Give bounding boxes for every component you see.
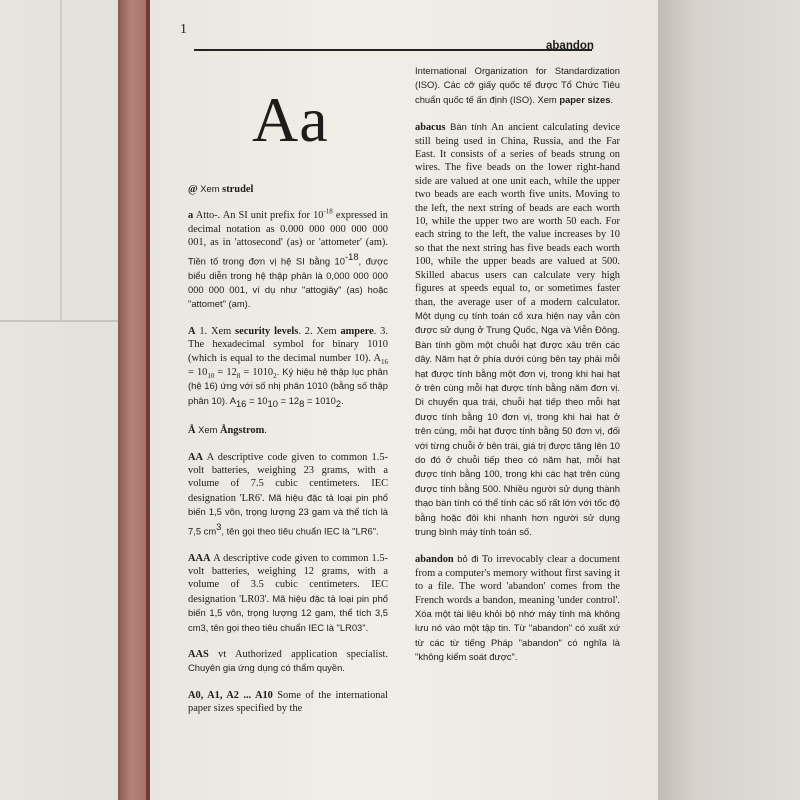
entry-abacus: abacus Bàn tính An ancient calculating device still being used in China, Russia, and the Far East. It consists of a series of beads strung on wires. The five beads on the lower right-hand side are valued at one unit each, while the upper two beads are each worth five units. Moving to the left, the next string of beads are each worth 10, while the upper two are worth 50 each. For each string to the left, the value increases by 10 so that the next string has five beads each worth 100, while the upper beads are valued at 500. Skilled abacus users can calculate very high figures at speeds equal to, or sometimes faster than, the average user of a modern calculator. Một dụng cụ tính toán cổ xưa hiện nay vẫn còn được sử dụng ở Trung Quốc, Nga và Viễn Đông. Bàn tính gồm một chuỗi hạt được xâu trên các dây. Năm hạt ở phía dưới cùng bên tay phải mỗi hạt được tính bằng một đơn vị, trong khi hai hạt ở trên cùng mỗi hạt được tính bằng năm đơn vị. Di chuyển qua trái, chuỗi hạt tiếp theo mỗi hạt được tính bằng 10 đơn vị, trong khi hai hạt ở trên cùng, mỗi hạt được tính bằng 50 đơn vị, đối với từng chuỗi ở bên trái, giá trị được tăng lên 10 do đó ở chuỗi tiếp theo có năm hạt, mỗi hạt được tính bằng 100, trong khi các hạt trên cùng được tính bằng 500. Nhiều người sử dụng thành thạo bàn tính có thể tính các số rất lớn với tốc độ bằng hoặc đôi khi nhanh hơn người sử dụng trung bình máy tính toán số.: [415, 121, 620, 537]
headword: AAS: [188, 648, 209, 660]
headword: A: [188, 325, 196, 337]
tile-seam: [0, 320, 120, 322]
entry-atto: a Atto-. An SI unit prefix for $10^{-18}$ expressed in decimal notation as 0.000 000 000 000 000 001, as in 'attosecond' (as) or 'attometer' (am). Tiền tố trong đơn vị hệ SI bằng $10^{-18}$, được biểu diễn trong hệ thập phân là 0,000 000 000 000 000 001, ví dụ như "attogiây" (as) hoặc "attomet" (am).: [188, 207, 389, 310]
headword: Å: [188, 425, 196, 437]
running-head: abandon: [546, 40, 594, 52]
headword: abandon: [415, 554, 454, 566]
left-column: [188, 80, 388, 729]
entry-AAA: AAA A descriptive code given to common 1.5-volt batteries, weighing 12 grams, with a volume of 3.5 cubic centimeters. IEC designation 'LR03'. Mã hiệu đặc tả loại pin phổ biến 1,5 vôn, trọng lượng 12 gam, thể tích 3,5 cm3, tên gọi theo tiêu chuẩn IEC là "LR03".: [188, 552, 388, 633]
headword: @: [188, 184, 198, 195]
headword: a: [188, 210, 194, 222]
page-number: 1: [180, 22, 187, 37]
entry-strudel: @ Xem strudel: [188, 183, 254, 195]
right-column: [415, 64, 620, 678]
entry-A0-A10: A0, A1, A2 ... A10 Some of the international paper sizes specified by the: [188, 689, 388, 715]
tile-seam-vertical: [60, 0, 62, 320]
page-stack-edge: [650, 0, 800, 800]
entry-abandon: abandon bỏ đi To irrevocably clear a document from a computer's memory without first saving it to a file. The word 'abandon' comes from the French words a bandon, meaning 'under control'. Xóa một tài liệu khỏi bộ nhớ máy tính mà không lưu nó vào một tập tin. Từ "abandon" có xuất xứ từ các từ tiếng Pháp "abandon" có nghĩa là "không kiểm soát được".: [415, 553, 620, 663]
section-letter: Aa: [252, 84, 329, 155]
entry-AA: AA A descriptive code given to common 1.5-volt batteries, weighing 23 grams, with a volume of 7.5 cubic centimeters. IEC designation 'LR6'. Mã hiệu đặc tả loại pin phổ biến 1,5 vôn, trọng lượng 23 gam và thể tích là 7,5 $cm^3$, tên gọi theo tiêu chuẩn IEC là "LR6".: [188, 451, 388, 537]
headword: AAA: [188, 552, 211, 564]
header-rule: [194, 49, 592, 51]
entry-angstrom: Å Xem Ångstrom.: [188, 424, 267, 437]
headword: AA: [188, 451, 204, 463]
entry-continuation: International Organization for Standardization (ISO). Các cỡ giấy quốc tế được Tổ Chức Tiêu chuẩn quốc tế ấn định (ISO). Xem paper sizes.: [415, 65, 620, 105]
headword: abacus: [415, 122, 446, 134]
dictionary-page: [150, 0, 658, 800]
headword: A0, A1, A2 ... A10: [188, 689, 273, 701]
entry-AAS: AAS vt Authorized application specialist. Chuyên gia ứng dụng có thẩm quyền.: [188, 648, 388, 674]
entry-A: A 1. Xem security levels. 2. Xem ampere. 3. The hexadecimal symbol for binary 1010 (which is equal to the decimal number 10). $A_{16} = 10_{10} = 12_8 = 1010_2$. Ký hiệu hệ thập lục phân (hệ 16) ứng với số nhị phân 1010 (bằng số thập phân 10). $A_{16} = 10_{10} = 12_8 = 1010_2$.: [188, 325, 388, 409]
